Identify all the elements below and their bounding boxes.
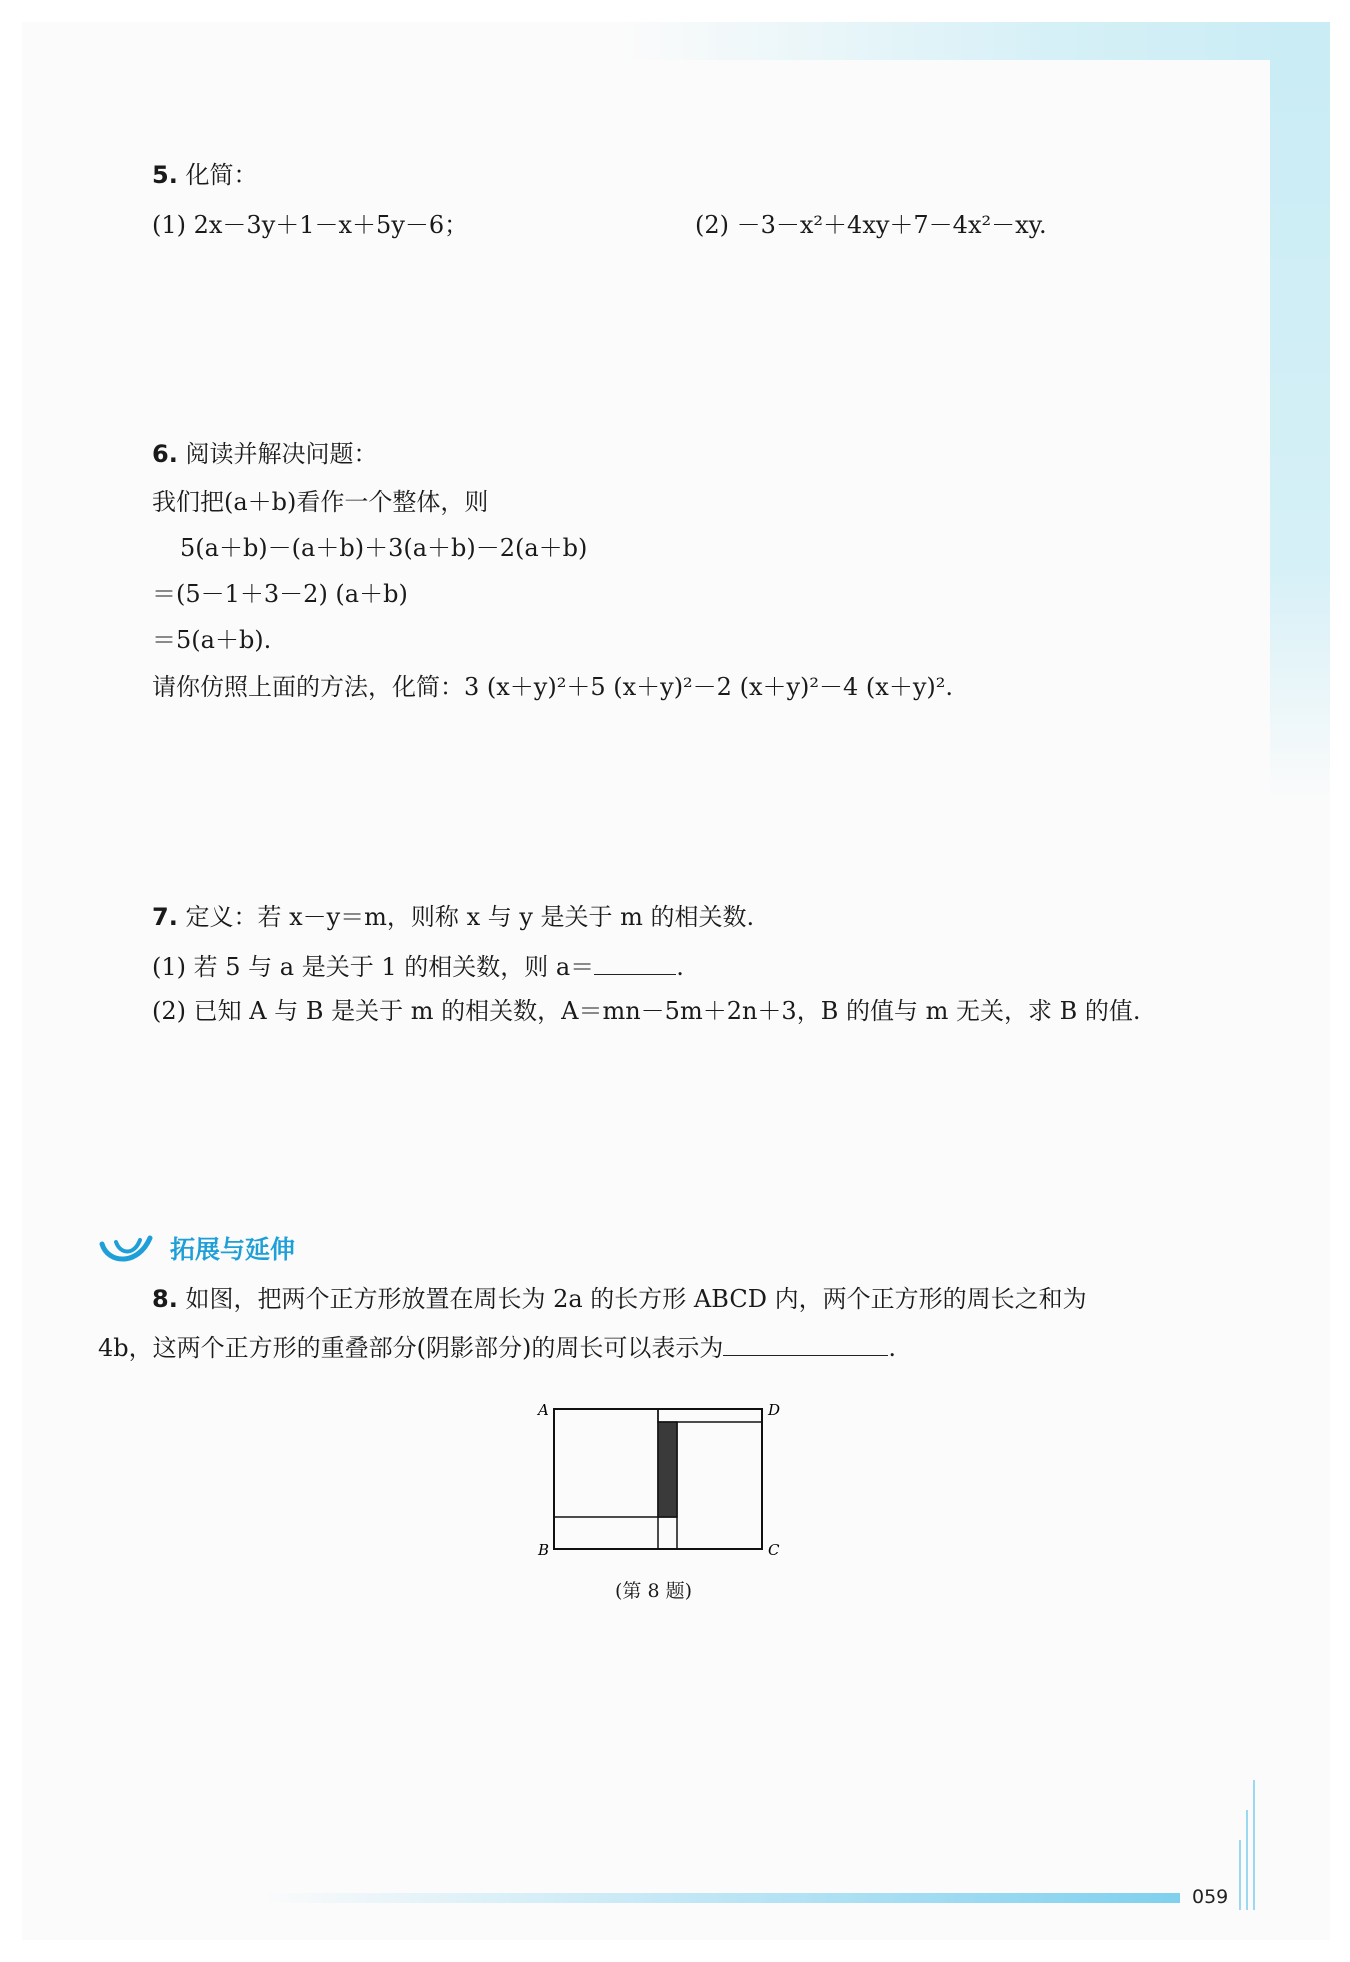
square-right-top-edge bbox=[658, 1409, 762, 1422]
question-6-step-2: ＝(5－1＋3－2) (a＋b) bbox=[152, 580, 408, 608]
side-decorative-band bbox=[1270, 22, 1330, 802]
answer-blank-7-1[interactable] bbox=[594, 948, 676, 975]
question-7-part-2: (2) 已知 A 与 B 是关于 m 的相关数，A＝mn－5m＋2n＋3，B 的值与 m 无关，求 B 的值. bbox=[152, 997, 1141, 1025]
top-decorative-band bbox=[620, 22, 1330, 60]
question-6 bbox=[152, 437, 377, 471]
question-8-line-1 bbox=[152, 1282, 1087, 1316]
question-6-step-1: 5(a＋b)－(a＋b)＋3(a＋b)－2(a＋b) bbox=[180, 534, 588, 562]
label-d: D bbox=[768, 1401, 781, 1419]
question-6-number: 6. bbox=[152, 440, 178, 468]
question-7-part-1 bbox=[152, 948, 684, 984]
question-5 bbox=[152, 158, 257, 192]
question-6-step-3: ＝5(a＋b). bbox=[152, 626, 272, 654]
label-c: C bbox=[768, 1541, 780, 1559]
figure-8 bbox=[520, 1395, 800, 1569]
footer-decorative-lines bbox=[1238, 1780, 1262, 1910]
label-a: A bbox=[538, 1401, 549, 1419]
question-5-part-2: (2) －3－x²＋4xy＋7－4x²－xy. bbox=[695, 211, 1047, 239]
question-6-task: 请你仿照上面的方法，化简：3 (x＋y)²＋5 (x＋y)²－2 (x＋y)²－4 (x＋y)². bbox=[152, 673, 953, 701]
question-8-line-2 bbox=[98, 1329, 896, 1365]
question-8-text-2: 4b，这两个正方形的重叠部分(阴影部分)的周长可以表示为 bbox=[98, 1334, 724, 1362]
section-swirl-icon bbox=[98, 1230, 162, 1266]
rectangle-figure bbox=[520, 1395, 800, 1565]
page-number: 059 bbox=[1192, 1886, 1229, 1908]
question-7-number: 7. bbox=[152, 903, 178, 931]
section-title: 拓展与延伸 bbox=[170, 1235, 296, 1264]
answer-blank-8[interactable] bbox=[723, 1329, 888, 1356]
question-8-number: 8. bbox=[152, 1285, 178, 1313]
question-8-end: . bbox=[888, 1334, 896, 1362]
figure-caption: (第 8 题) bbox=[615, 1580, 692, 1602]
label-b: B bbox=[538, 1541, 550, 1559]
question-7-part-1-end: . bbox=[676, 953, 684, 981]
question-6-title bbox=[152, 437, 377, 471]
question-6-heading: 阅读并解决问题： bbox=[177, 440, 378, 468]
question-7 bbox=[152, 900, 754, 934]
question-5-number: 5. bbox=[152, 161, 178, 189]
question-6-intro: 我们把(a＋b)看作一个整体，则 bbox=[152, 488, 489, 516]
question-5-title bbox=[152, 158, 257, 192]
section-header bbox=[98, 1228, 295, 1268]
question-7-part-1-text: (1) 若 5 与 a 是关于 1 的相关数，则 a＝ bbox=[152, 953, 595, 981]
question-7-heading: 定义：若 x－y＝m，则称 x 与 y 是关于 m 的相关数. bbox=[177, 903, 755, 931]
question-7-title bbox=[152, 900, 754, 934]
footer-bar bbox=[260, 1893, 1180, 1903]
question-5-heading: 化简： bbox=[177, 161, 258, 189]
question-8-text-1: 如图，把两个正方形放置在周长为 2a 的长方形 ABCD 内，两个正方形的周长之和为 bbox=[177, 1285, 1087, 1313]
shaded-overlap bbox=[658, 1422, 677, 1517]
question-5-part-1: (1) 2x－3y＋1－x＋5y－6； bbox=[152, 211, 469, 239]
